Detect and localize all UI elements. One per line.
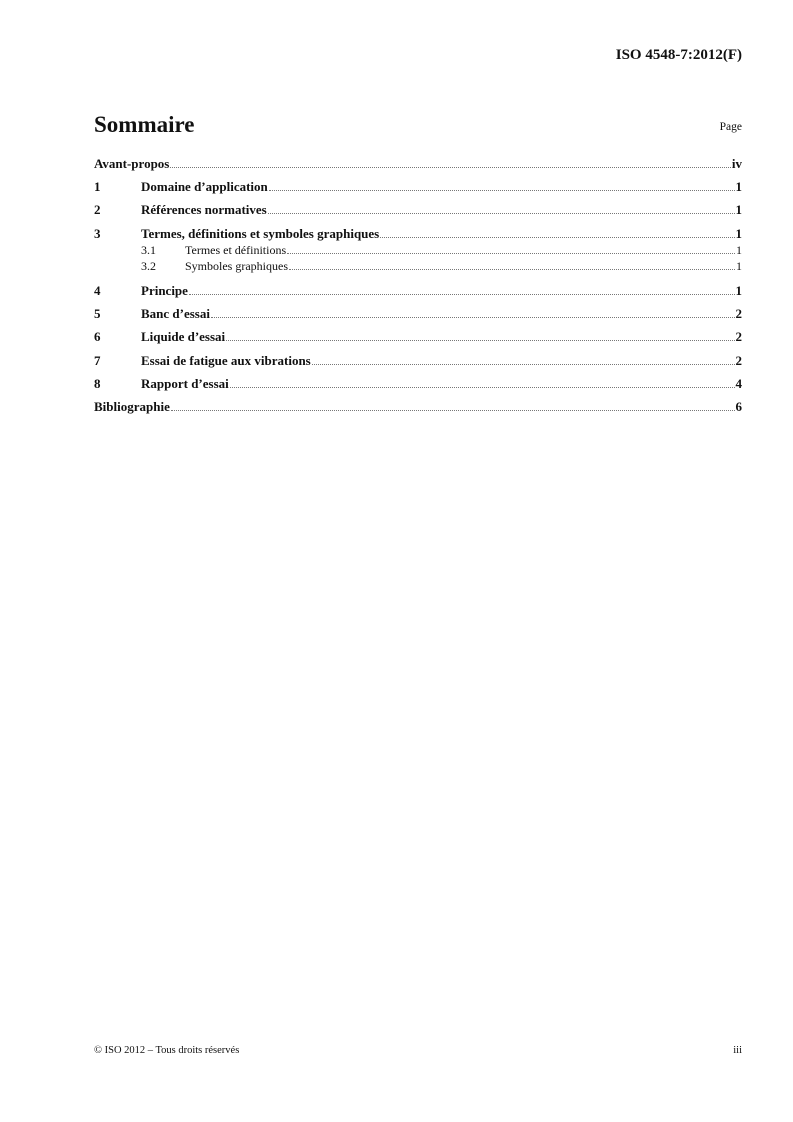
toc-entry[interactable] — [94, 329, 742, 345]
page-column-label: Page — [719, 121, 742, 133]
toc-entry-page[interactable]: 1 — [736, 259, 742, 273]
dot-leader — [230, 386, 735, 388]
copyright-notice: © ISO 2012 – Tous droits réservés — [94, 1045, 240, 1056]
dot-leader — [380, 236, 734, 238]
toc-entry-number: 6 — [94, 329, 101, 344]
toc-entry-title[interactable]: Principe — [141, 283, 188, 298]
dot-leader — [289, 268, 735, 270]
toc-entry-page[interactable]: 1 — [736, 243, 742, 257]
toc-title: Sommaire — [94, 112, 195, 137]
dot-leader — [211, 316, 735, 318]
toc-entry[interactable] — [94, 399, 742, 415]
toc-entry-title[interactable]: Liquide d’essai — [141, 329, 226, 344]
toc-entry-number: 3 — [94, 226, 101, 241]
toc-entry[interactable] — [94, 353, 742, 369]
toc-entry-title[interactable]: Domaine d’application — [141, 179, 268, 194]
toc-entry-number: 3.1 — [141, 243, 156, 257]
toc-entry-page[interactable]: 2 — [735, 329, 742, 344]
toc-entry[interactable] — [94, 376, 742, 392]
toc-entry[interactable] — [94, 226, 742, 242]
dot-leader — [312, 363, 735, 365]
toc-entry-number: 1 — [94, 179, 101, 194]
toc-entry-number: 2 — [94, 202, 101, 217]
toc-entry-page[interactable]: 2 — [735, 306, 742, 321]
toc-entry-page[interactable]: 1 — [735, 226, 742, 241]
dot-leader — [226, 339, 734, 341]
toc-entry-page[interactable]: 1 — [735, 202, 742, 217]
toc-entry[interactable] — [94, 306, 742, 322]
toc-entry-number: 5 — [94, 306, 101, 321]
toc-entry-title[interactable]: Références normatives — [141, 202, 267, 217]
toc-entry[interactable] — [94, 259, 742, 273]
toc-entry-page[interactable]: 2 — [735, 353, 742, 368]
document-id-header: ISO 4548-7:2012(F) — [615, 47, 742, 63]
dot-leader — [171, 409, 735, 411]
page-footer — [94, 1045, 742, 1056]
toc-entry[interactable] — [94, 283, 742, 299]
toc-entry[interactable] — [94, 156, 742, 172]
toc-entry-title[interactable]: Symboles graphiques — [185, 259, 288, 273]
page-number: iii — [733, 1045, 742, 1056]
toc-entry-title[interactable]: Essai de fatigue aux vibrations — [141, 353, 311, 368]
toc-entry-title[interactable]: Avant-propos — [94, 156, 170, 171]
toc-entry-number: 3.2 — [141, 259, 156, 273]
toc-entry[interactable] — [94, 243, 742, 257]
toc-entry-number: 7 — [94, 353, 101, 368]
toc-entry-page[interactable]: iv — [731, 156, 742, 171]
toc-entry-page[interactable]: 1 — [735, 179, 742, 194]
dot-leader — [170, 166, 731, 168]
toc-entry-title[interactable]: Banc d’essai — [141, 306, 210, 321]
toc-entry-number: 4 — [94, 283, 101, 298]
dot-leader — [189, 293, 735, 295]
toc-entry-title[interactable]: Termes, définitions et symboles graphiques — [141, 226, 380, 241]
toc-entry-title[interactable]: Rapport d’essai — [141, 376, 229, 391]
toc-entry[interactable] — [94, 179, 742, 195]
toc-entry-page[interactable]: 1 — [735, 283, 742, 298]
dot-leader — [287, 252, 735, 254]
dot-leader — [269, 189, 735, 191]
toc-entry-page[interactable]: 4 — [735, 376, 742, 391]
toc-entry-number: 8 — [94, 376, 101, 391]
toc-entry-title[interactable]: Bibliographie — [94, 399, 170, 414]
dot-leader — [268, 212, 735, 214]
toc-entry-page[interactable]: 6 — [735, 399, 742, 414]
toc-entry-title[interactable]: Termes et définitions — [185, 243, 287, 257]
toc-entry[interactable] — [94, 202, 742, 218]
